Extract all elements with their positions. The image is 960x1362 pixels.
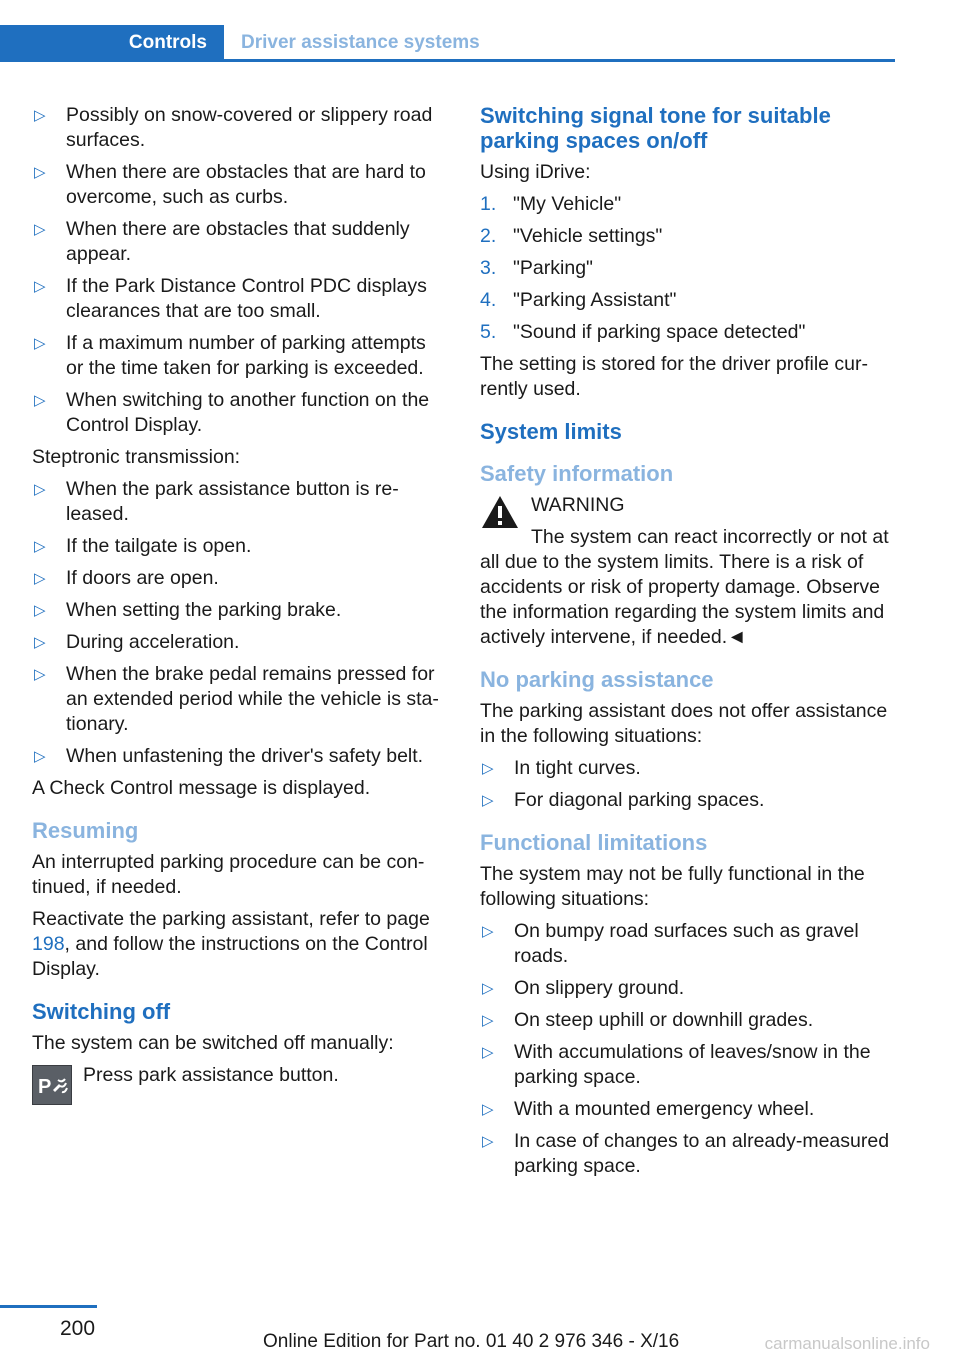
functional-text: The system may not be fully functional in the following situations: (480, 863, 865, 910)
reactivate-text: Reactivate the parking assistant, refer to page 198, and follow the instructions on the Control Display. (32, 908, 430, 980)
list-item: ▷ If the Park Distance Control PDC displays clearances that are too small. (34, 275, 427, 322)
tab-controls[interactable] (0, 25, 224, 60)
svg-text:P: P (38, 1076, 52, 1098)
list-item: ▷ If a maximum number of parking attempts or the time taken for parking is exceeded. (34, 332, 426, 379)
safety-info-heading: Safety information (480, 461, 674, 486)
header-rule (0, 59, 895, 62)
list-item: ▷ When the brake pedal remains pressed for an extended period while the vehicle is stationary. (34, 663, 439, 735)
press-button-text: Press park assistance button. (83, 1064, 339, 1086)
list-item: ▷ If the tailgate is open. (34, 535, 252, 557)
cancel-conditions-list (32, 103, 447, 438)
left-column (32, 103, 447, 1105)
warning-triangle-icon (480, 494, 520, 537)
tab-controls-label: Controls (128, 31, 207, 53)
no-assist-text: The parking assistant does not offer assistance in the following situations: (480, 700, 888, 747)
triangle-right-icon: ▷ (34, 221, 46, 238)
signal-tone-heading: Switching signal tone for suitable parking spaces on/off (480, 103, 831, 153)
triangle-right-icon: ▷ (34, 634, 46, 651)
page-link[interactable]: 198 (32, 933, 65, 955)
warning-label: WARNING (531, 494, 625, 516)
step-item: 4. "Parking Assistant" (480, 289, 677, 311)
step-item: 3. "Parking" (480, 257, 593, 279)
resuming-text: An interrupted parking procedure can be continued, if needed. (32, 851, 425, 898)
triangle-right-icon: ▷ (482, 923, 494, 940)
tab-driver-assistance[interactable] (241, 25, 480, 60)
no-parking-assistance-heading: No parking assistance (480, 667, 714, 692)
triangle-right-icon: ▷ (34, 602, 46, 619)
warning-header (480, 493, 895, 518)
switching-off-text: The system can be switched off manually: (32, 1032, 394, 1054)
list-item: ▷ Possibly on snow-covered or slippery road surfaces. (34, 104, 433, 151)
functional-limitations-heading: Functional limitations (480, 830, 708, 855)
triangle-right-icon: ▷ (482, 792, 494, 809)
list-item: ▷ When unfastening the driver's safety belt. (34, 745, 424, 767)
list-item: ▷ When the park assistance button is released. (34, 478, 399, 525)
list-item: ▷ In tight curves. (482, 757, 641, 779)
triangle-right-icon: ▷ (34, 164, 46, 181)
triangle-right-icon: ▷ (482, 1012, 494, 1029)
using-idrive-text: Using iDrive: (480, 161, 591, 183)
step-item: 2. "Vehicle settings" (480, 225, 663, 247)
step-item: 5. "Sound if parking space detected" (480, 321, 806, 343)
list-item: ▷ For diagonal parking spaces. (482, 789, 765, 811)
list-item: ▷ With a mounted emergency wheel. (482, 1098, 815, 1120)
park-button-row (32, 1063, 447, 1105)
triangle-right-icon: ▷ (34, 748, 46, 765)
list-item: ▷ With accumulations of leaves/snow in the parking space. (482, 1041, 871, 1088)
triangle-right-icon: ▷ (34, 538, 46, 555)
page-number: 200 (60, 1317, 96, 1340)
triangle-right-icon: ▷ (482, 1133, 494, 1150)
list-item: ▷ When there are obstacles that are hard to overcome, such as curbs. (34, 161, 426, 208)
warning-text: The system can react incorrectly or not at all due to the system limits. There is a risk of accidents or risk of property damage. Observe the information regarding the system limits and actively intervene, if needed.◄ (480, 526, 889, 648)
triangle-right-icon: ▷ (34, 335, 46, 352)
triangle-right-icon: ▷ (482, 980, 494, 997)
list-item: ▷ During acceleration. (34, 631, 240, 653)
list-item: ▷ When setting the parking brake. (34, 599, 342, 621)
tab-section-label: Driver assistance systems (241, 31, 480, 53)
triangle-right-icon: ▷ (34, 392, 46, 409)
idrive-steps (480, 192, 895, 345)
right-column (480, 103, 895, 1186)
list-item: ▷ When there are obstacles that suddenly appear. (34, 218, 410, 265)
triangle-right-icon: ▷ (34, 107, 46, 124)
steptronic-label: Steptronic transmission: (32, 446, 241, 468)
functional-list (480, 919, 895, 1179)
check-control-text: A Check Control message is displayed. (32, 777, 371, 799)
triangle-right-icon: ▷ (34, 481, 46, 498)
stored-text: The setting is stored for the driver profile currently used. (480, 353, 868, 400)
park-assist-button-icon (32, 1065, 72, 1105)
list-item: ▷ On slippery ground. (482, 977, 685, 999)
triangle-right-icon: ▷ (34, 278, 46, 295)
list-item: ▷ When switching to another function on the Control Display. (34, 389, 430, 436)
steptronic-list (32, 477, 447, 769)
edition-text: Online Edition for Part no. 01 40 2 976 346 - X/16 (263, 1331, 680, 1352)
list-item: ▷ On bumpy road surfaces such as gravel roads. (482, 920, 859, 967)
list-item: ▷ On steep uphill or downhill grades. (482, 1009, 814, 1031)
triangle-right-icon: ▷ (482, 760, 494, 777)
footer-rule (0, 1305, 97, 1308)
resuming-heading: Resuming (32, 818, 139, 843)
triangle-right-icon: ▷ (482, 1101, 494, 1118)
triangle-right-icon: ▷ (482, 1044, 494, 1061)
watermark: carmanualsonline.info (764, 1334, 930, 1353)
no-assist-list (480, 756, 895, 813)
list-item: ▷ In case of changes to an already-measured parking space. (482, 1130, 890, 1177)
step-item: 1. "My Vehicle" (480, 193, 622, 215)
triangle-right-icon: ▷ (34, 570, 46, 587)
system-limits-heading: System limits (480, 419, 622, 444)
list-item: ▷ If doors are open. (34, 567, 219, 589)
triangle-right-icon: ▷ (34, 666, 46, 683)
switching-off-heading: Switching off (32, 999, 171, 1024)
